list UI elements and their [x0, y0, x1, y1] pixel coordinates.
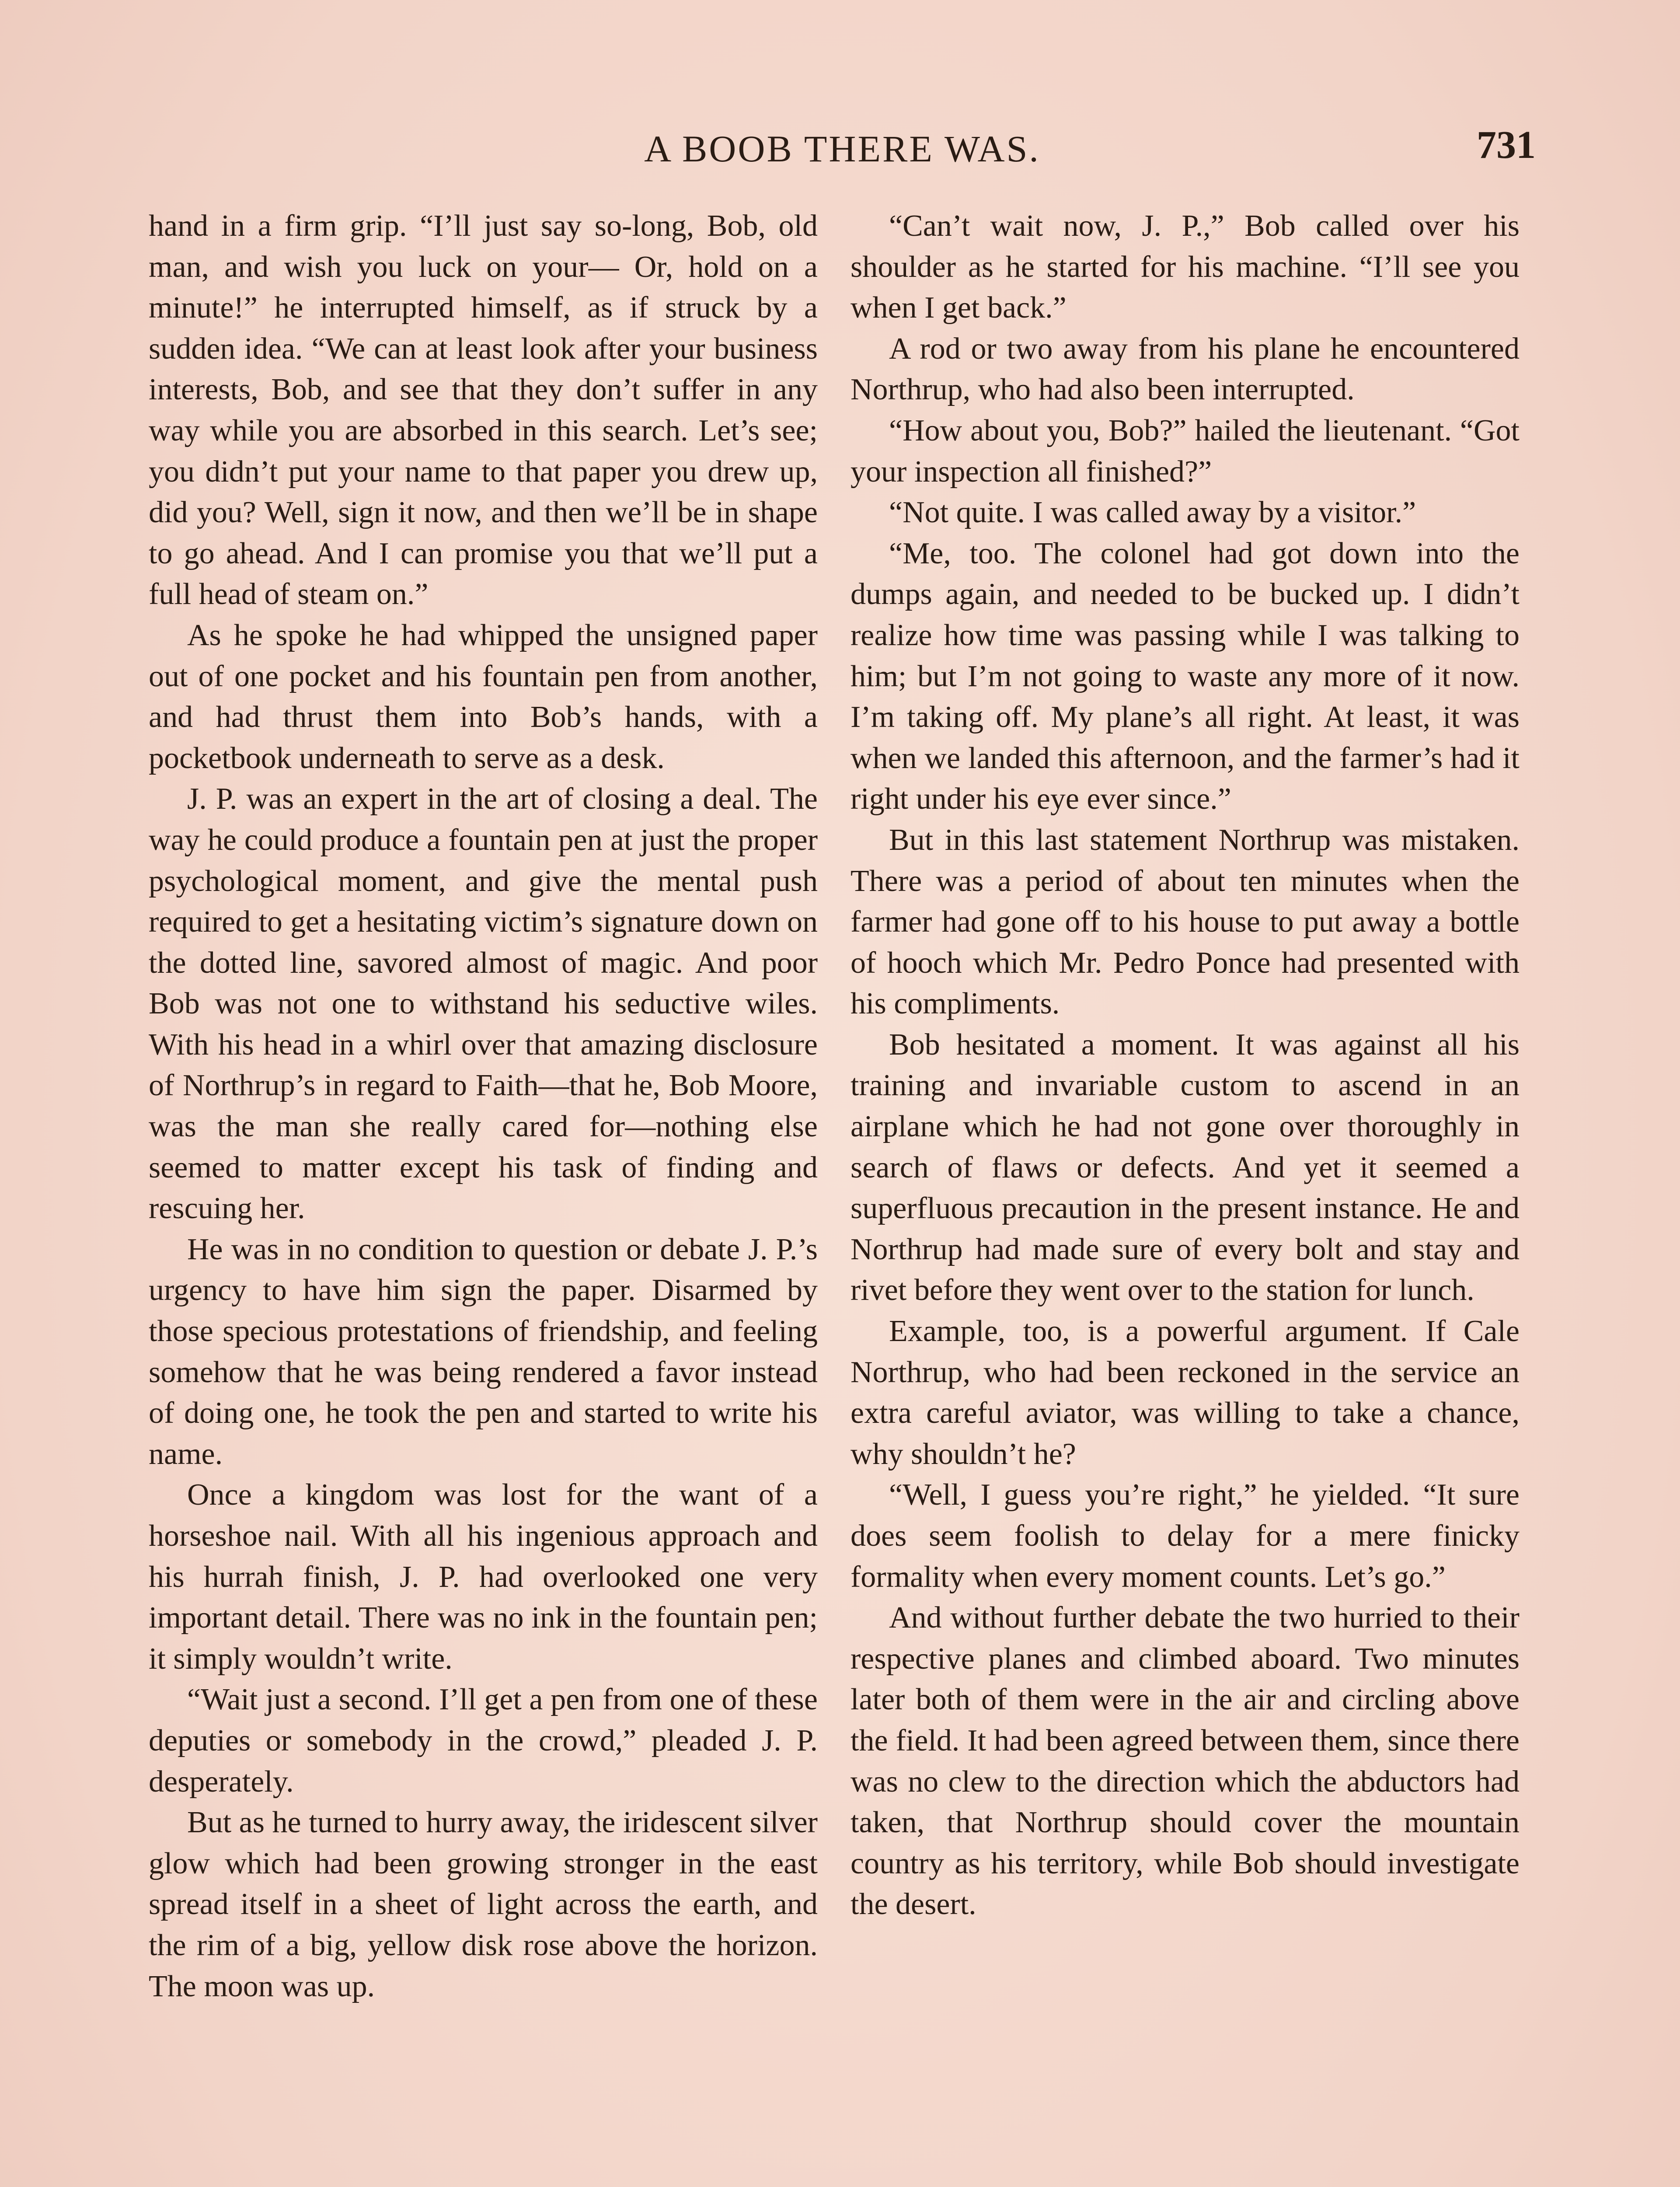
page-header: [149, 122, 1536, 179]
paragraph: A rod or two away from his plane he encountered Northrup, who had also been interrupted.: [850, 332, 1520, 407]
paragraph: Once a kingdom was lost for the want of a horseshoe nail. With all his ingenious approach and his hurrah finish, J. P. had overlooked one very important detail. There was no ink in the fountain pen; it simply wouldn’t write.: [149, 1478, 818, 1676]
paragraph: But as he turned to hurry away, the iridescent silver glow which had been growing stronger in the east spread itself in a sheet of light across the earth, and the rim of a big, yellow disk rose above the horizon. The moon was up.: [149, 1806, 818, 2003]
paragraph: “How about you, Bob?” hailed the lieutenant. “Got your inspection all finished?”: [850, 413, 1520, 489]
paragraph: Example, too, is a powerful argument. If Cale Northrup, who had been reckoned in the service an extra careful aviator, was willing to take a chance, why shouldn’t he?: [850, 1314, 1520, 1471]
paragraph: “Well, I guess you’re right,” he yielded. “It sure does seem foolish to delay for a mere finicky formality when every moment counts. Let’s go.”: [850, 1478, 1520, 1594]
paragraph: “Not quite. I was called away by a visitor.”: [889, 496, 1416, 530]
paragraph: J. P. was an expert in the art of closing a deal. The way he could produce a fountain pen at just the proper psychological moment, and give the mental push required to get a hesitating victim’s signature down on the dotted line, savored almost of magic. And poor Bob was not one to withstand his seductive wiles. With his head in a whirl over that amazing disclosure of Northrup’s in regard to Faith—that he, Bob Moore, was the man she really cared for—nothing else seemed to matter except his task of finding and rescuing her.: [149, 782, 818, 1226]
paragraph: “Wait just a second. I’ll get a pen from one of these deputies or somebody in the crowd,” pleaded J. P. desperately.: [149, 1683, 818, 1799]
paragraph: But in this last statement Northrup was mistaken. There was a period of about ten minutes when the farmer had gone off to his house to put away a bottle of hooch which Mr. Pedro Ponce had presented with his compliments.: [850, 823, 1520, 1021]
paragraph: “Can’t wait now, J. P.,” Bob called over his shoulder as he started for his machine. “I’ll see you when I get back.”: [850, 209, 1520, 325]
paragraph: “Me, too. The colonel had got down into the dumps again, and needed to be bucked up. I didn’t realize how time was passing while I was talking to him; but I’m not going to waste any more of it now. I’m taking off. My plane’s all right. At least, it was when we landed this afternoon, and the farmer’s had it right under his eye ever since.”: [850, 536, 1520, 816]
paragraph: Bob hesitated a moment. It was against all his training and invariable custom to ascend in an airplane which he had not gone over thoroughly in search of flaws or defects. And yet it seemed a superfluous precaution in the present instance. He and Northrup had made sure of every bolt and stay and rivet before they went over to the station for lunch.: [850, 1027, 1520, 1307]
page-number: 731: [1477, 123, 1536, 167]
paragraph: As he spoke he had whipped the unsigned paper out of one pocket and his fountain pen from another, and had thrust them into Bob’s hands, with a pocketbook underneath to serve as a desk.: [149, 618, 818, 775]
paragraph: And without further debate the two hurried to their respective planes and climbed aboard. Two minutes later both of them were in the air and circling above the field. It had been agreed between them, since there was no clew to the direction which the abductors had taken, that Northrup should cover the mountain country as his territory, while Bob should investigate the desert.: [850, 1601, 1520, 1921]
paragraph: hand in a firm grip. “I’ll just say so-long, Bob, old man, and wish you luck on your— Or, hold on a minute!” he interrupted himself, as if struck by a sudden idea. “We can at least look after your business interests, Bob, and see that they don’t suffer in any way while you are absorbed in this search. Let’s see; you didn’t put your name to that paper you drew up, did you? Well, sign it now, and then we’ll be in shape to go ahead. And I can promise you that we’ll put a full head of steam on.”: [149, 209, 818, 611]
paragraph: He was in no condition to question or debate J. P.’s urgency to have him sign the paper. Disarmed by those specious protestations of friendship, and feeling somehow that he was being rendered a favor instead of doing one, he took the pen and started to write his name.: [149, 1232, 818, 1471]
right-column: [850, 206, 1520, 1925]
running-title: A BOOB THERE WAS.: [644, 128, 1040, 170]
left-column: [149, 206, 818, 2007]
